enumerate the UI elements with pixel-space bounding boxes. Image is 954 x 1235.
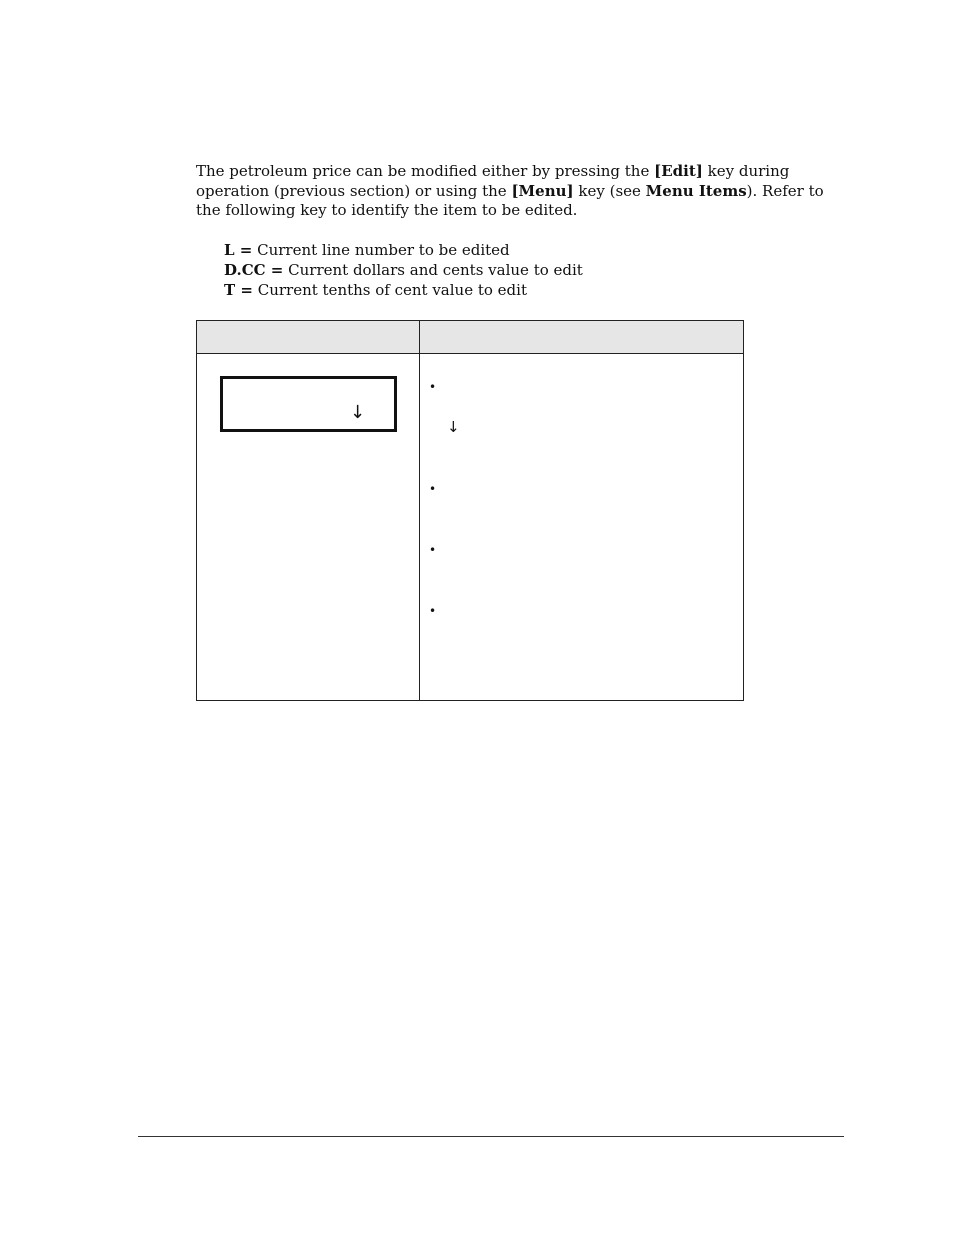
bullet-icon: • xyxy=(429,604,437,618)
bullet-icon: • xyxy=(429,380,437,394)
footer-rule xyxy=(138,1136,844,1137)
key-legend xyxy=(224,240,583,300)
price-edit-table xyxy=(196,320,744,701)
bullet-icon: • xyxy=(429,482,437,496)
key-term: T = xyxy=(224,281,253,299)
column-divider xyxy=(419,321,420,700)
intro-text-3: key (see xyxy=(573,181,646,200)
table-header-row xyxy=(197,321,743,354)
key-desc: Current dollars and cents value to edit xyxy=(283,261,583,279)
intro-paragraph xyxy=(196,162,836,221)
lcd-display xyxy=(220,376,397,432)
menu-items-reference: Menu Items xyxy=(645,181,747,200)
key-desc: Current tenths of cent value to edit xyxy=(252,281,527,299)
edit-key-label: [Edit] xyxy=(654,162,703,180)
bullet-icon: • xyxy=(429,543,437,557)
key-desc: Current line number to be edited xyxy=(252,241,510,259)
key-term: L = xyxy=(224,241,253,259)
intro-text-1: The petroleum price can be modified either by pressing the xyxy=(196,162,655,180)
menu-key-label: [Menu] xyxy=(511,181,574,200)
key-term: D.CC = xyxy=(224,261,284,279)
intro-text-4: ). Refer to the following key to identify the item to be edited. xyxy=(196,181,824,219)
key-item-line xyxy=(224,240,583,260)
down-arrow-icon: ↓ xyxy=(447,418,460,436)
key-item-tenths xyxy=(224,280,583,300)
key-item-dollars-cents xyxy=(224,260,583,280)
intro-text-2: key during operation (previous section) or using the xyxy=(196,162,790,200)
down-arrow-icon: ↓ xyxy=(350,402,366,423)
